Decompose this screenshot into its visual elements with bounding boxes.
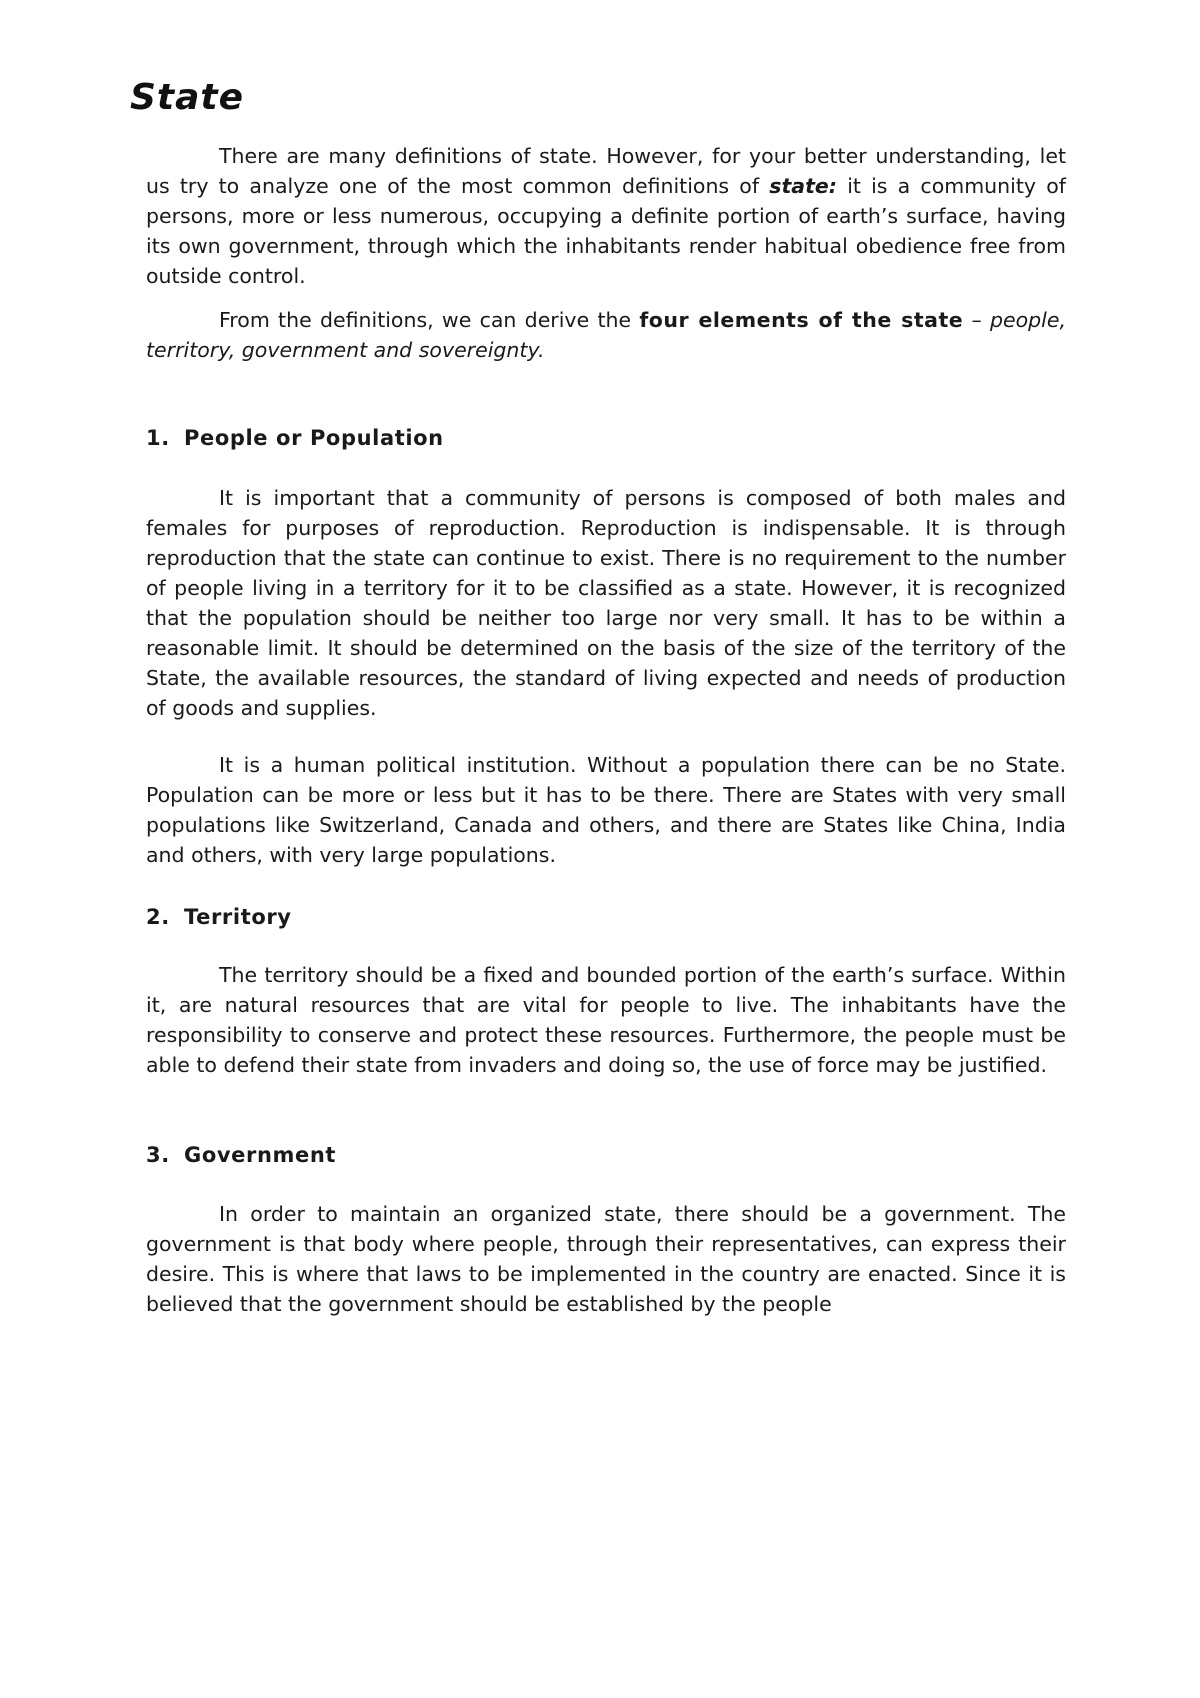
intro-paragraph-elements <box>146 305 1066 365</box>
people-paragraph-1: It is important that a community of persons is composed of both males and females for purposes of reproduction. Reproduction is indispensable. It is through reproduction that the state can continue to exist. There is no requirement to the number of people living in a territory for it to be classified as a state. However, it is recognized that the population should be neither too large nor very small. It has to be within a reasonable limit. It should be determined on the basis of the size of the territory of the State, the available resources, the standard of living expected and needs of production of goods and supplies. <box>146 486 1066 720</box>
section-title: Government <box>184 1143 337 1167</box>
section-title: Territory <box>184 905 292 929</box>
people-paragraph-2: It is a human political institution. Without a population there can be no State. Population can be more or less but it has to be there. There are States with very small populations like Switzerland, Canada and others, and there are States like China, India and others, with very large populations. <box>146 753 1066 867</box>
intro-text-b: it is a community of persons, more or less numerous, occupying a definite portion of earth’s surface, having its own government, through which the inhabitants render habitual obedience free from outside control. <box>146 174 1066 288</box>
section-number: 1. <box>146 426 170 450</box>
territory-paragraph-1: The territory should be a fixed and bounded portion of the earth’s surface. Within it, are natural resources that are vital for people to live. The inhabitants have the responsibility to conserve and protect these resources. Furthermore, the people must be able to defend their state from invaders and doing so, the use of force may be justified. <box>146 963 1066 1077</box>
elements-list: people, territory, government and sovereignty. <box>146 308 1066 362</box>
state-term: state: <box>769 174 837 198</box>
elements-dash: – <box>963 308 990 332</box>
intro-text-a: There are many definitions of state. However, for your better understanding, let us try to analyze one of the most common definitions of <box>146 144 1066 198</box>
elements-text-a: From the definitions, we can derive the <box>219 308 640 332</box>
section-number: 3. <box>146 1143 170 1167</box>
document-title: State <box>130 77 245 118</box>
section-number: 2. <box>146 905 170 929</box>
government-paragraph-1: In order to maintain an organized state, there should be a government. The government is that body where people, through their representatives, can express their desire. This is where that laws to be implemented in the country are enacted. Since it is believed that the government should be established by the people <box>146 1202 1066 1316</box>
intro-paragraph-definition <box>146 141 1066 291</box>
section-title: People or Population <box>184 426 444 450</box>
section-heading-government <box>146 1140 336 1170</box>
section-heading-people <box>146 423 444 453</box>
section-heading-territory <box>146 902 292 932</box>
four-elements-phrase: four elements of the state <box>639 308 964 332</box>
